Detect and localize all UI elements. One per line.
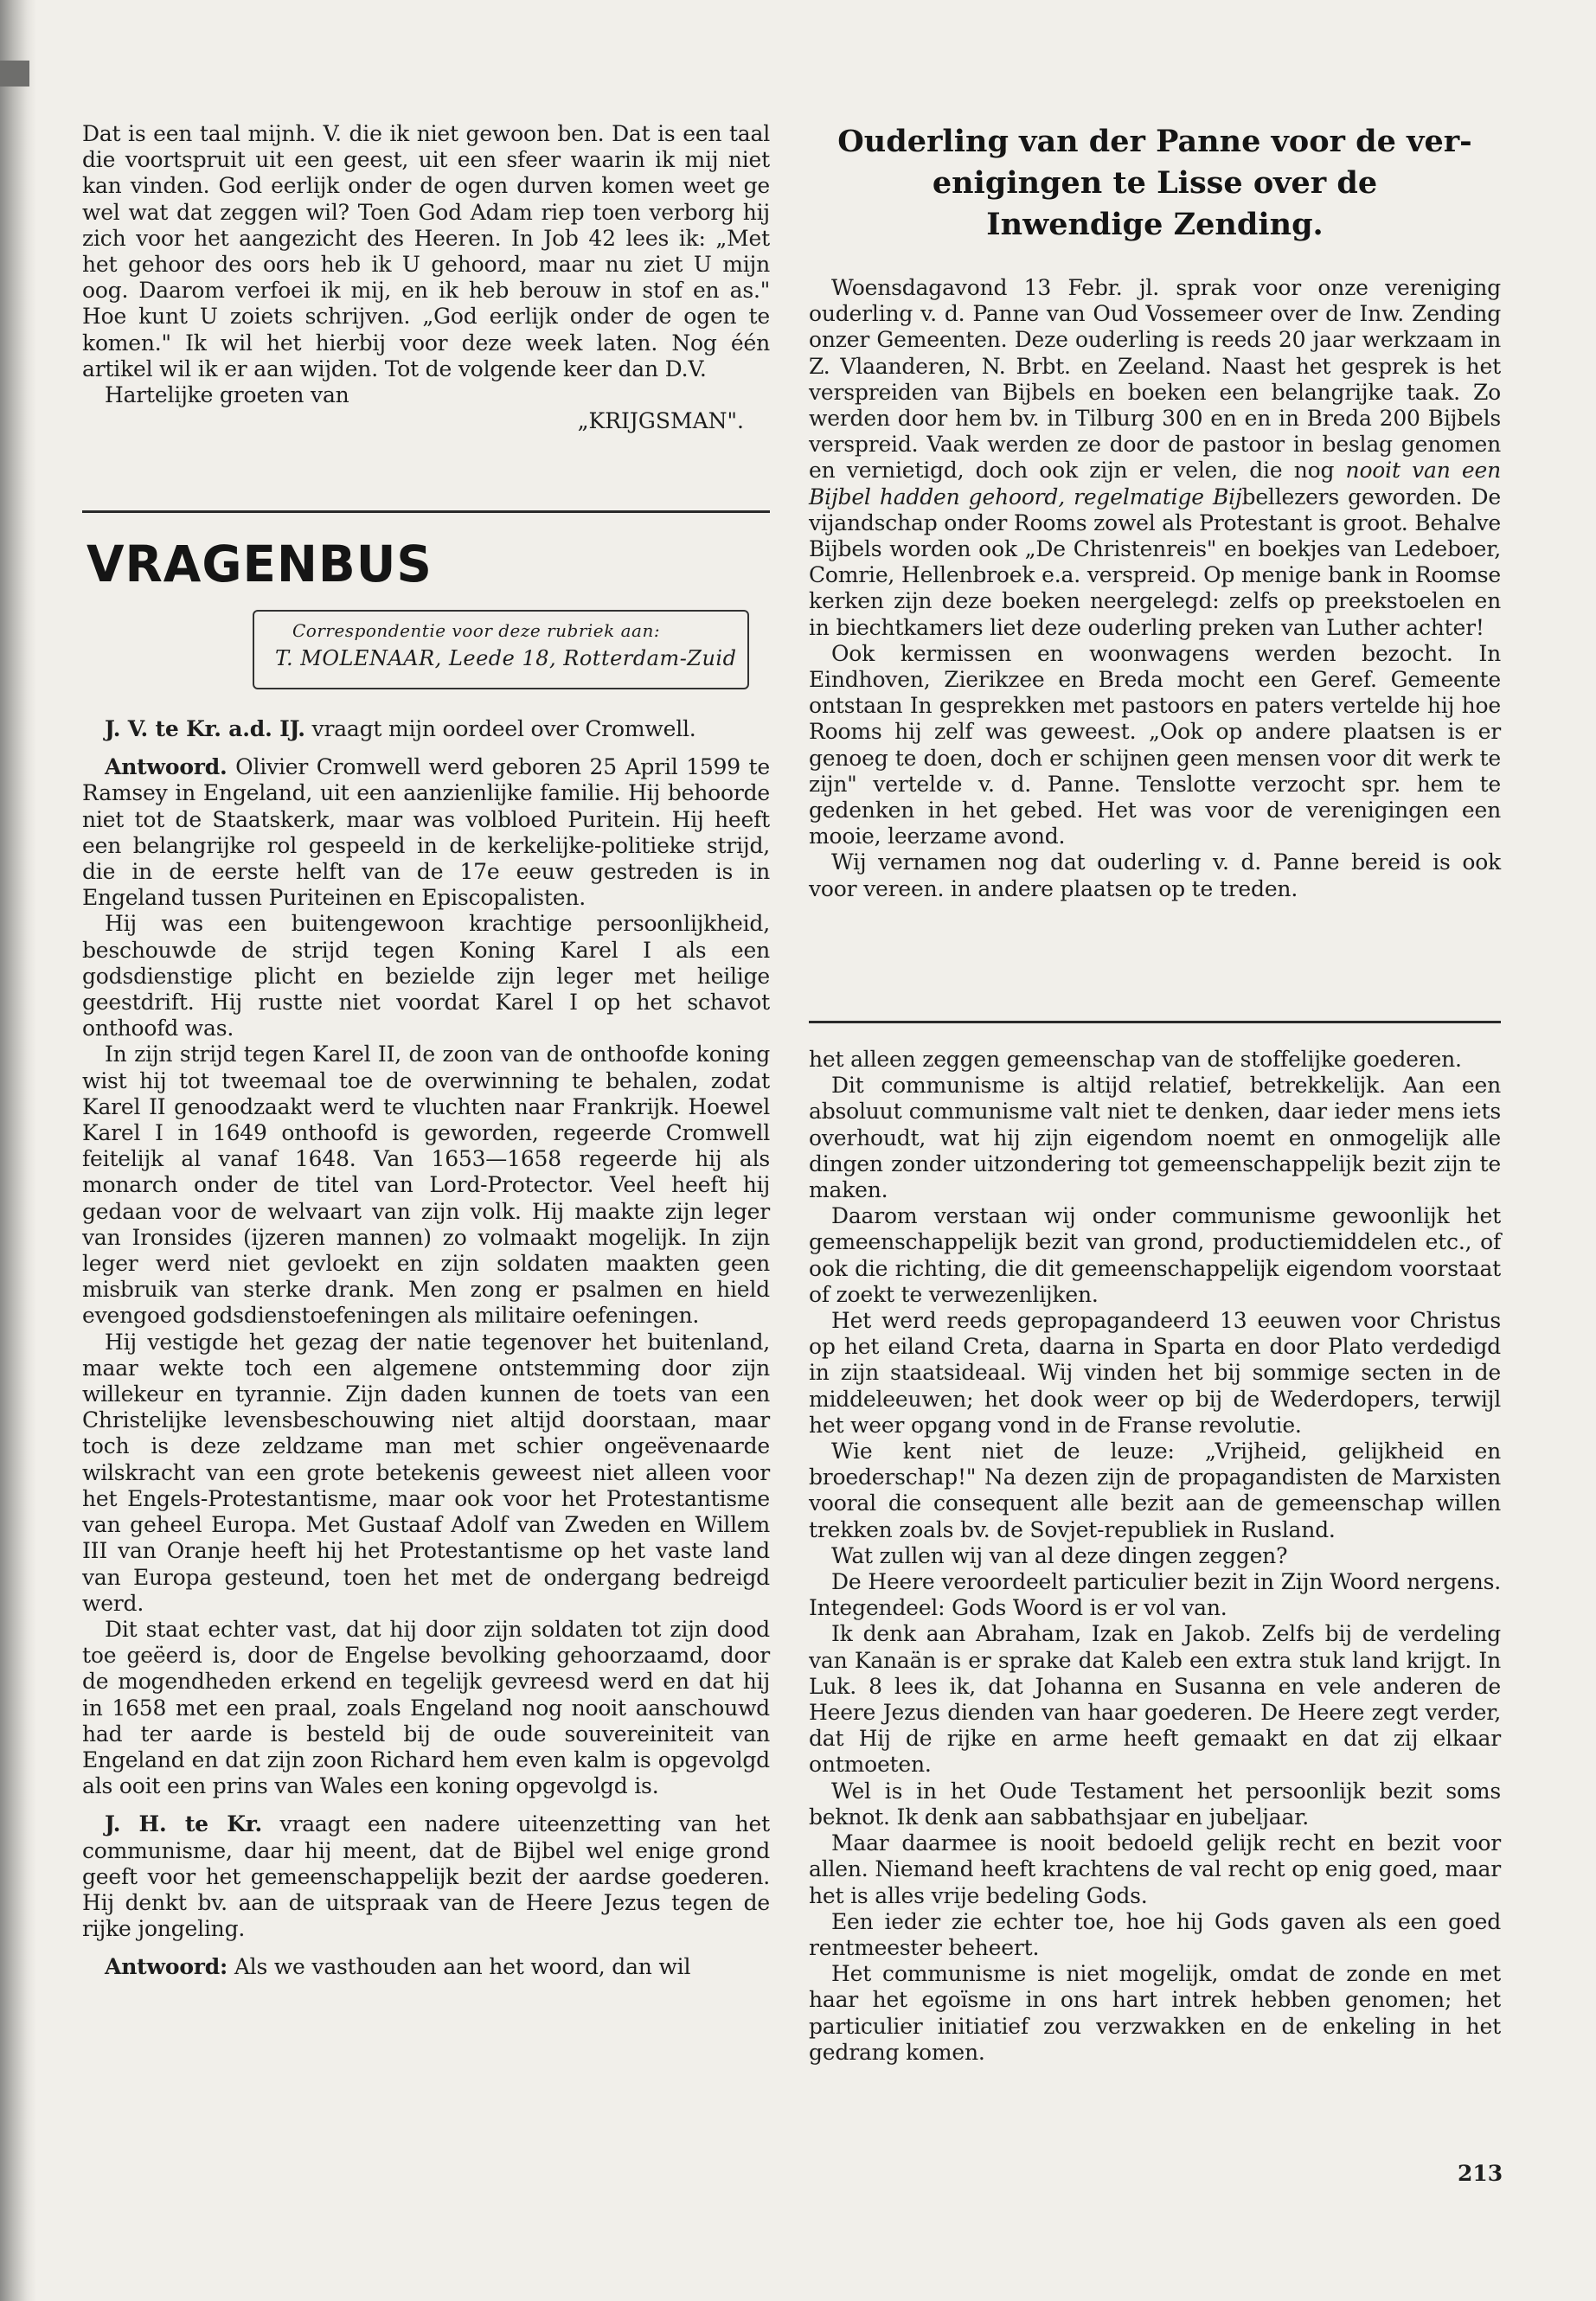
continuation-paragraph: Wat zullen wij van al deze dingen zeggen? [831, 1542, 1288, 1568]
article-text: Woensdagavond 13 Febr. jl. sprak voor onze vereniging ouderling v. d. Panne van Oud Vossemeer over de Inw. Zending onzer Gemeenten. Deze ouderling is reeds 20 jaar werkzaam in Z. Vlaanderen, N. Brbt. en Zeeland. Naast het gesprek is het verspreiden van Bijbels en boeken een belangrijke taak. Zo werden door hem bv. in Tilburg 300 en en in Breda 200 Bijbels verspreid. Vaak werden ze door de pastoor in beslag genomen en vernietigd, doch ook zijn er velen, die nog [809, 275, 1501, 484]
article-divider [809, 1021, 1501, 1023]
page-number: 213 [1458, 2161, 1503, 2186]
krijgsman-paragraph: Dat is een taal mijnh. V. die ik niet gewoon ben. Dat is een taal die voortspruit uit een geest, uit een sfeer waarin ik mij niet kan vinden. God eerlijk onder de ogen durven komen weet ge wel wat dat zeggen wil? Toen God Adam riep toen verborg hij zich voor het aangezicht des Heeren. In Job 42 lees ik: „Met het gehoor des oors heb ik U gehoord, maar nu ziet U mijn oog. Daarom verfoei ik mij, en ik heb berouw in stof en as." Hoe kunt U zoiets schrijven. „God eerlijk onder de ogen te komen." Ik wil het hierbij voor deze week laten. Nog één artikel wil ik er aan wijden. Tot de volgende keer dan D.V. [82, 121, 770, 381]
krijgsman-letter-end [82, 121, 770, 434]
continuation-paragraph: Het werd reeds gepropagandeerd 13 eeuwen voor Christus op het eiland Creta, daarna in Sparta en door Plato verdedigd in zijn staatsideaal. Wij vinden het bij sommige secten in de middeleeuwen; het dook weer op bij de Wederdopers, terwijl het weer opgang vond in de Franse revolutie. [809, 1308, 1501, 1438]
answer-1-text: Olivier Cromwell werd geboren 25 April 1599 te Ramsey in Engeland, uit een aanzienlijke familie. Hij behoorde niet tot de Staatskerk, maar was volbloed Puritein. Hij heeft een belangrijke rol gespeeld in de kerkelijke-politieke strijd, die in de eerste helft van de 17e eeuw gestreden is in Engeland tussen Puriteinen en Episcopalisten. [82, 754, 770, 911]
article-title-line: Inwendige Zending. [986, 207, 1324, 242]
continuation-paragraph: Daarom verstaan wij onder communisme gewoonlijk het gemeenschappelijk bezit van grond, productiemiddelen etc., of ook die richting, die dit gemeenschappelijk eigendom voorstaat of zoekt te verwezenlijken. [809, 1203, 1501, 1307]
communism-answer-continuation [809, 1047, 1501, 2066]
krijgsman-signature: „KRIJGSMAN". [577, 408, 744, 434]
article-paragraph [809, 275, 1501, 641]
section-divider [82, 510, 770, 513]
answer-1-paragraph: Dit staat echter vast, dat hij door zijn soldaten tot zijn dood toe geëerd is, door de Engelse bevolking gehoorzaamd, door de mogendheden erkend en tegelijk gevreesd werd en dat hij in 1658 met een praal, zoals Engeland nog nooit aanschouwd had ter aarde is besteld bij de oude souvereiniteit van Engeland en dat zijn zoon Richard hem even kalm is opgevolgd als ooit een prins van Wales een koning opgevolgd is. [82, 1616, 770, 1799]
continuation-paragraph: Dit communisme is altijd relatief, betrekkelijk. Aan een absoluut communisme valt niet te denken, daar ieder mens iets overhoudt, wat hij zijn eigendom noemt en onmogelijk alle dingen zonder uitzondering tot gemeenschappelijk bezit zijn te maken. [809, 1073, 1501, 1203]
article-italic-text: nooit van een Bijbel hadden gehoord, regelmatige Bij [809, 458, 1501, 510]
article-body [809, 275, 1501, 902]
continuation-paragraph: Het communisme is niet mogelijk, omdat de zonde en met haar het egoïsme in ons hart intrek hebben genomen; het particulier initiatief zou verzwakken en de enkeling in het gedrang komen. [809, 1961, 1501, 2065]
answer-label: Antwoord. [105, 754, 228, 780]
continuation-paragraph: Maar daarmee is nooit bedoeld gelijk recht en bezit voor allen. Niemand heeft krachtens de val recht op enig goed, maar het is alles vrije bedeling Gods. [809, 1830, 1501, 1908]
continuation-paragraph: Wie kent niet de leuze: „Vrijheid, gelijkheid en broederschap!" Na dezen zijn de propagandisten de Marxisten vooral die consequent alle bezit aan de gemeenschap willen trekken zoals bv. de Sovjet-republiek in Rusland. [809, 1439, 1501, 1542]
correspondence-line: Correspondentie voor deze rubriek aan: [292, 620, 661, 641]
answer-2 [82, 1954, 770, 1980]
article-paragraph: Ook kermissen en woonwagens werden bezocht. In Eindhoven, Zierikzee en Breda mocht een Geref. Gemeente ontstaan In gesprekken met pastoors en paters vertelde hij hoe Rooms hij zelf was geweest. „Ook op andere plaatsen is er genoeg te doen, doch er schijnen geen mensen voor dit werk te zijn" vertelde v. d. Panne. Tenslotte verzocht spr. hem te gedenken in het gebed. Het was voor de verenigingen een mooie, leerzame avond. [809, 640, 1501, 849]
question-1-text: vraagt mijn oordeel over Cromwell. [304, 716, 696, 741]
scan-page-edge [0, 0, 36, 2301]
continuation-paragraph: het alleen zeggen gemeenschap van de stoffelijke goederen. [809, 1047, 1462, 1072]
question-2 [82, 1811, 770, 1942]
article-title [809, 121, 1501, 246]
question-1 [82, 716, 770, 742]
answer-2-text: Als we vasthouden aan het woord, dan wil [228, 1954, 691, 1980]
answer-1-paragraph: In zijn strijd tegen Karel II, de zoon van de onthoofde koning wist hij tot tweemaal toe de overwinning te behalen, zodat Karel II genoodzaakt werd te vluchten naar Frankrijk. Hoewel Karel I in 1649 onthoofd is geworden, regeerde Cromwell feitelijk al vanaf 1648. Van 1653—1658 regeerde hij als monarch onder de titel van Lord-Protector. Veel heeft hij gedaan voor de welvaart van zijn volk. Hij maakte zijn leger van Ironsides (ijzeren mannen) zo volmaakt mogelijk. In zijn leger werd niet gevloekt en zijn soldaten maakten geen misbruik van sterke drank. Men zong er psalmen en hield evengoed godsdienstoefeningen als militaire oefeningen. [82, 1042, 770, 1329]
correspondence-box [253, 610, 749, 689]
question-2-author: J. H. te Kr. [105, 1811, 262, 1837]
vragenbus-heading: VRAGENBUS [87, 535, 433, 593]
article-title-line: enigingen te Lisse over de [932, 165, 1378, 201]
article-paragraph: Wij vernamen nog dat ouderling v. d. Panne bereid is ook voor vereen. in andere plaatsen op te treden. [809, 849, 1501, 901]
continuation-paragraph: Wel is in het Oude Testament het persoonlijk bezit soms beknot. Ik denk aan sabbathsjaar en jubeljaar. [809, 1778, 1501, 1830]
answer-2-label: Antwoord: [105, 1954, 228, 1980]
continuation-paragraph: Ik denk aan Abraham, Izak en Jakob. Zelfs bij de verdeling van Kanaän is er sprake dat Kaleb een extra stuk land krijgt. In Luk. 8 lees ik, dat Johanna en Susanna en vele anderen de Heere Jezus dienden van haar goederen. De Heere zegt verder, dat Hij de rijke en arme heeft gemaakt en dat zij elkaar ontmoeten. [809, 1621, 1501, 1778]
article-title-line: Ouderling van der Panne voor de ver- [837, 124, 1472, 159]
continuation-paragraph: De Heere veroordeelt particulier bezit in Zijn Woord nergens. Integendeel: Gods Woord is er vol van. [809, 1569, 1501, 1621]
answer-1 [82, 754, 770, 911]
answer-1-paragraph: Hij was een buitengewoon krachtige persoonlijkheid, beschouwde de strijd tegen Koning Karel I als een godsdienstige plicht en bezielde zijn leger met heilige geestdrift. Hij rustte niet voordat Karel I op het schavot onthoofd was. [82, 911, 770, 1042]
question-1-author: J. V. te Kr. a.d. IJ. [105, 716, 305, 741]
article-text: bellezers geworden. De vijandschap onder Rooms zowel als Protestant is groot. Behalve Bijbels worden ook „De Christenreis" en boekjes van Ledeboer, Comrie, Hellenbroek e.a. verspreid. Op menige bank in Roomse kerken zijn deze boeken neergelegd: zelfs op preekstoelen en in biechtkamers liet deze ouderling preken van Luther achter! [809, 484, 1501, 640]
question-2-text: vraagt een nadere uiteenzetting van het communisme, daar hij meent, dat de Bijbel wel enige grond geeft voor het gemeenschappelijk bezit der aardse goederen. Hij denkt bv. aan de uitspraak van de Heere Jezus tegen de rijke jongeling. [82, 1811, 770, 1942]
continuation-paragraph: Een ieder zie echter toe, hoe hij Gods gaven als een goed rentmeester beheert. [809, 1908, 1501, 1960]
correspondence-address: T. MOLENAAR, Leede 18, Rotterdam-Zuid [275, 646, 737, 670]
answer-1-paragraph: Hij vestigde het gezag der natie tegenover het buitenland, maar wekte toch een algemene ontstemming door zijn willekeur en tyrannie. Zijn daden kunnen de toets van een Christelijke levensbeschouwing niet altijd doorstaan, maar toch is deze zeldzame man met schier ongeëvenaarde wilskracht van een grote betekenis geweest niet alleen voor het Engels-Protestantisme, maar ook voor het Protestantisme van geheel Europa. Met Gustaaf Adolf van Zweden en Willem III van Oranje heeft hij het Protestantisme op het vaste land van Europa gesteund, toen het met de ondergang bedreigd werd. [82, 1329, 770, 1616]
krijgsman-greeting: Hartelijke groeten van [105, 382, 349, 408]
scan-edge-mark [0, 61, 29, 87]
vragenbus-body [82, 716, 770, 1981]
